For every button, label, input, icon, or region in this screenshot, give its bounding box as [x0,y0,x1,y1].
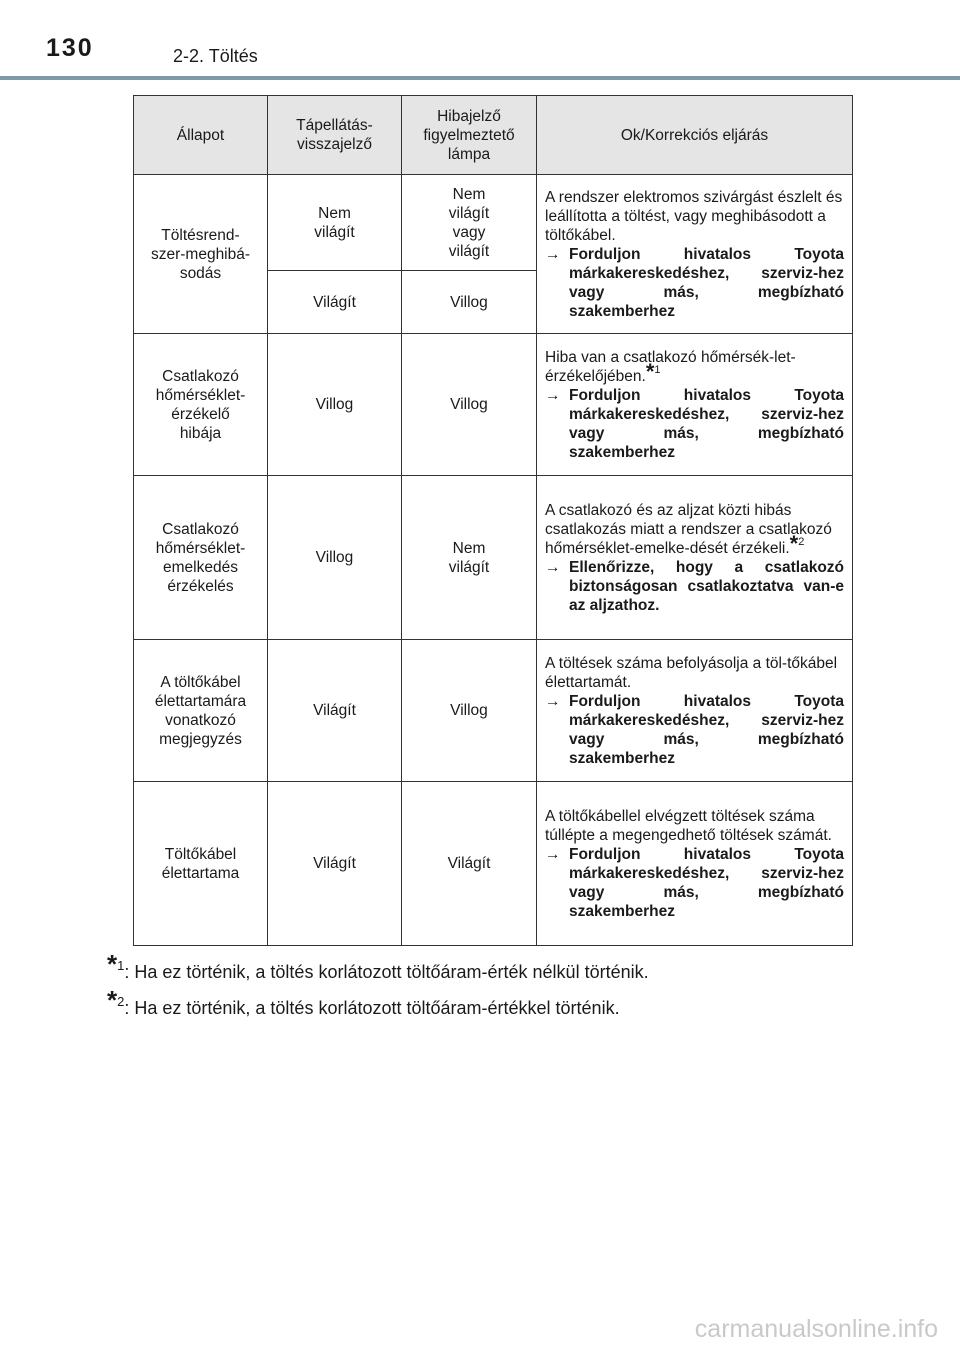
action-step [545,245,844,321]
cause-text [545,188,844,245]
arrow-icon: → [545,558,561,576]
state-cell: Csatlakozó hőmérséklet- érzékelő hibája [134,334,268,476]
action-text: Forduljon hivatalos Toyota márkakereskedéshez, szerviz-hez vagy más, megbízható szakemberhez [569,692,844,767]
arrow-icon: → [545,845,561,863]
power-indicator-cell: Világít [268,782,402,946]
header-divider [0,76,960,80]
state-cell: Töltőkábel élettartama [134,782,268,946]
warning-lamp-cell: Világít [402,782,537,946]
footnote-star: * [645,358,655,384]
power-indicator-cell: Nem világít [268,175,402,271]
warning-lamp-cell: Villog [402,640,537,782]
action-text: Forduljon hivatalos Toyota márkakereskedéshez, szerviz-hez vagy más, megbízható szakemberhez [569,386,844,461]
cause-correction-cell [537,476,853,640]
header-state: Állapot [134,96,268,175]
header-warning-lamp: Hibajelző figyelmeztető lámpa [402,96,537,175]
cause-correction-cell [537,175,853,334]
footnote-2 [107,985,620,1019]
footnote-text: : Ha ez történik, a töltés korlátozott töltőáram-értékkel történik. [124,998,620,1018]
action-step [545,692,844,768]
footnote-star: * [107,949,118,979]
charging-status-table [133,95,853,946]
footnote-ref: 2 [798,535,805,548]
action-text: Forduljon hivatalos Toyota márkakereskedéshez, szerviz-hez vagy más, megbízható szakemberhez [569,245,844,320]
action-step [545,386,844,462]
cause-text [545,348,844,386]
table-row [134,175,853,271]
warning-lamp-cell: Nem világít [402,476,537,640]
action-text: Ellenőrizze, hogy a csatlakozó biztonságosan csatlakoztatva van-e az aljzathoz. [569,558,844,614]
footnote-star: * [107,985,118,1015]
footnote-number: 2 [117,994,125,1009]
cause-sentence: Hiba van a csatlakozó hőmérsék-let-érzékelőjében. [545,348,796,385]
power-indicator-cell: Villog [268,334,402,476]
header-power-indicator: Tápellátás- visszajelző [268,96,402,175]
watermark: carmanualsonline.info [694,1315,938,1343]
warning-lamp-cell: Villog [402,334,537,476]
page-header [0,0,960,80]
action-step [545,845,844,921]
cause-sentence: A töltések száma befolyásolja a töl-tőkábel élettartamát. [545,654,838,691]
footnote-number: 1 [117,958,125,973]
footnote-ref: 1 [654,363,661,376]
cause-sentence: A csatlakozó és az aljzat közti hibás csatlakozás miatt a rendszer a csatlakozó hőmérséklet-emelke-dését érzékeli. [545,501,832,557]
table-row [134,334,853,476]
power-indicator-cell: Villog [268,476,402,640]
footnote-star: * [789,530,799,556]
table-row [134,640,853,782]
arrow-icon: → [545,386,561,404]
action-text: Forduljon hivatalos Toyota márkakereskedéshez, szerviz-hez vagy más, megbízható szakemberhez [569,845,844,920]
table-row [134,782,853,946]
warning-lamp-cell: Villog [402,271,537,334]
page-number: 130 [46,34,94,62]
action-step [545,558,844,615]
state-cell: Csatlakozó hőmérséklet- emelkedés érzékelés [134,476,268,640]
state-cell: A töltőkábel élettartamára vonatkozó megjegyzés [134,640,268,782]
cause-correction-cell [537,640,853,782]
cause-text [545,501,844,558]
arrow-icon: → [545,245,561,263]
section-title: 2-2. Töltés [173,46,258,66]
power-indicator-cell: Világít [268,271,402,334]
cause-sentence: A rendszer elektromos szivárgást észlelt és leállította a töltést, vagy meghibásodott a töltőkábel. [545,188,843,244]
cause-sentence: A töltőkábellel elvégzett töltések száma túllépte a megengedhető töltések számát. [545,807,832,844]
table-row [134,476,853,640]
table-header-row [134,96,853,175]
cause-correction-cell [537,334,853,476]
state-cell: Töltésrend- szer-meghibá- sodás [134,175,268,334]
cause-text [545,654,844,692]
cause-correction-cell [537,782,853,946]
warning-lamp-cell: Nem világít vagy világít [402,175,537,271]
power-indicator-cell: Világít [268,640,402,782]
arrow-icon: → [545,692,561,710]
footnote-text: : Ha ez történik, a töltés korlátozott töltőáram-érték nélkül történik. [124,962,649,982]
header-cause-correction: Ok/Korrekciós eljárás [537,96,853,175]
footnote-1 [107,949,649,983]
cause-text [545,807,844,845]
